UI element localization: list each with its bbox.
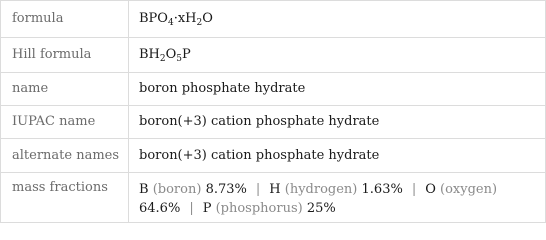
mass-fractions-label: mass fractions <box>12 180 108 195</box>
formula-label: formula <box>12 11 64 26</box>
table-row-formula <box>1 1 545 37</box>
mass-fractions-value <box>139 180 497 218</box>
mass-fractions-line-2 <box>139 199 497 218</box>
iupac-name-value: boron(+3) cation phosphate hydrate <box>139 114 380 129</box>
separator: | <box>411 182 417 197</box>
name-value: boron phosphate hydrate <box>139 81 306 96</box>
separator: | <box>255 182 261 197</box>
iupac-name-label: IUPAC name <box>12 114 96 129</box>
table-row-name <box>1 72 545 106</box>
table-row-iupac-name <box>1 105 545 139</box>
mass-fraction-item: H (hydrogen) 1.63% <box>269 182 403 197</box>
mass-fraction-item: O (oxygen) <box>425 182 498 197</box>
name-label: name <box>12 81 49 96</box>
formula-value: $BPO_4\cdot xH_2O$ <box>139 11 213 28</box>
hill-formula-label: Hill formula <box>12 47 92 62</box>
alternate-names-label: alternate names <box>12 148 120 163</box>
separator: | <box>189 201 194 216</box>
mass-fraction-percent: 64.6% <box>139 201 181 216</box>
hill-formula-value: $BH_2O_5P$ <box>139 47 191 64</box>
alternate-names-value: boron(+3) cation phosphate hydrate <box>139 148 380 163</box>
table-row-alternate-names <box>1 138 545 173</box>
mass-fraction-item: P (phosphorus) 25% <box>202 201 336 216</box>
table-row-mass-fractions <box>1 172 545 223</box>
mass-fraction-item: B (boron) 8.73% <box>139 182 247 197</box>
mass-fractions-line-1 <box>139 180 497 199</box>
table-row-hill-formula <box>1 37 545 73</box>
